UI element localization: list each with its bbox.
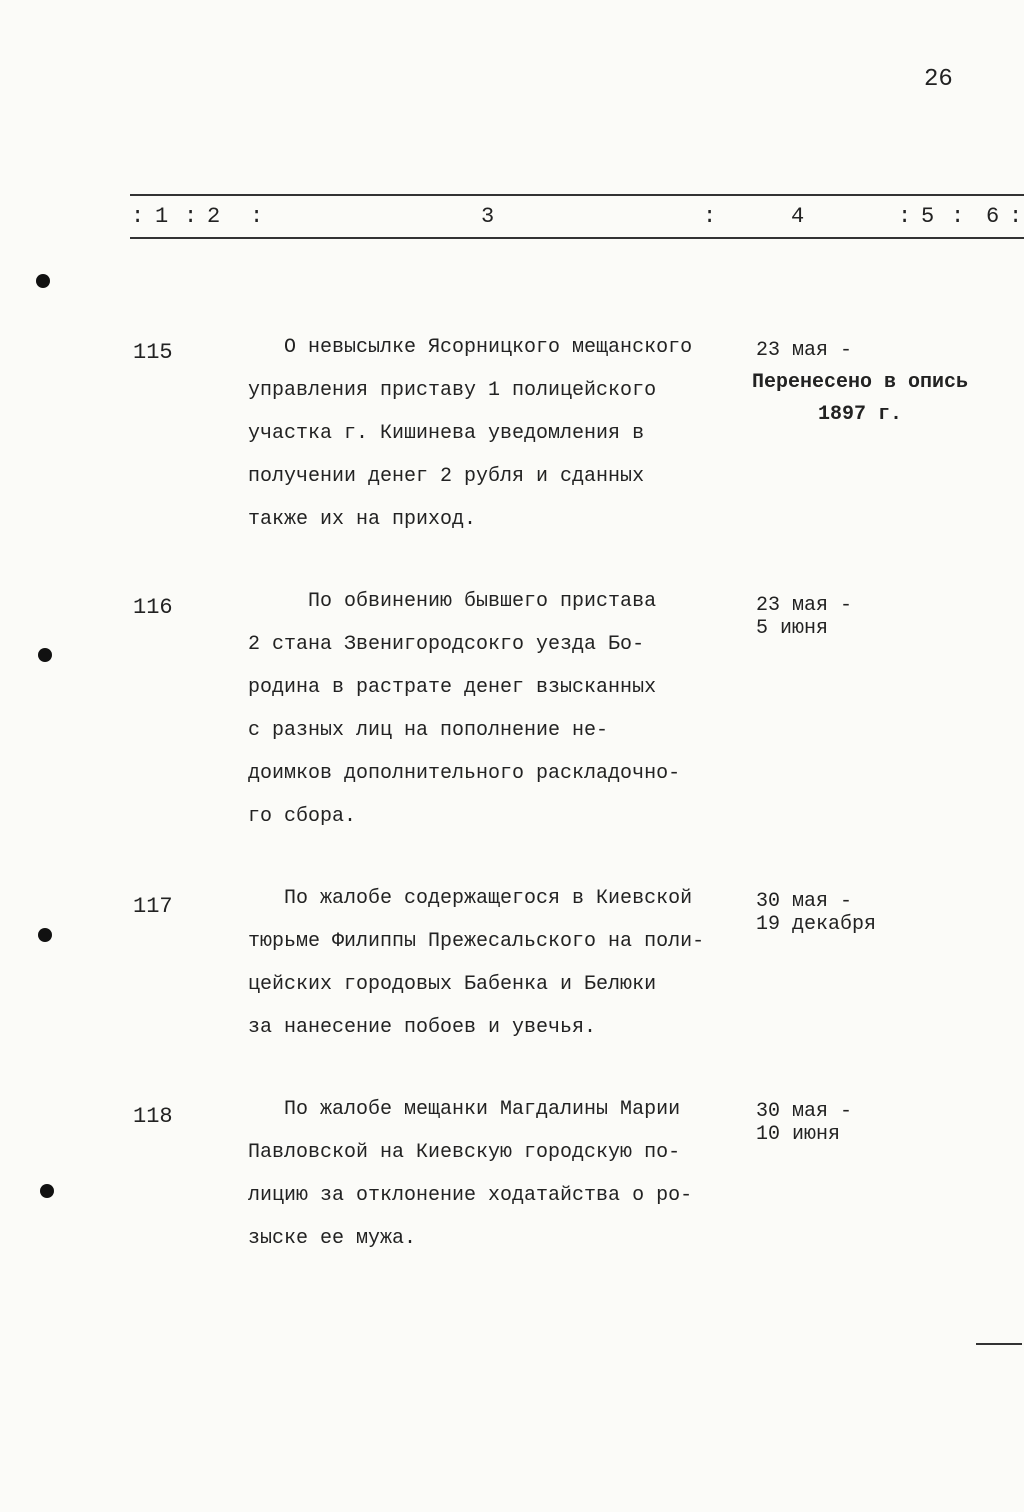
binding-hole-icon xyxy=(38,928,52,942)
entry-number: 117 xyxy=(133,894,173,919)
transfer-note: Перенесено в опись 1897 г. xyxy=(752,371,969,426)
description-line: зыске ее мужа. xyxy=(248,1227,417,1250)
entry-description xyxy=(248,877,748,1049)
header-separator: : xyxy=(703,204,717,229)
description-line: доимков дополнительного раскладочно- xyxy=(248,762,681,785)
entry-number: 115 xyxy=(133,340,173,365)
description-line: тюрьме Филиппы Прежесальского на поли- xyxy=(248,930,705,953)
entry-description xyxy=(248,1088,748,1260)
binding-hole-icon xyxy=(36,274,50,288)
header-col-2: 2 xyxy=(207,204,221,229)
description-line: По жалобе мещанки Магдалины Марии xyxy=(248,1098,681,1121)
description-line: получении денег 2 рубля и сданных xyxy=(248,465,645,488)
description-line: с разных лиц на пополнение не- xyxy=(248,719,609,742)
header-separator: : xyxy=(898,204,912,229)
entry-description xyxy=(248,580,748,838)
description-line: Павловской на Киевскую городскую по- xyxy=(248,1141,681,1164)
description-line: за нанесение побоев и увечья. xyxy=(248,1016,597,1039)
description-line: По обвинению бывшего пристава xyxy=(248,590,657,613)
header-col-5: 5 xyxy=(921,204,935,229)
header-col-3: 3 xyxy=(481,204,495,229)
description-line: О невысылке Ясорницкого мещанского xyxy=(248,336,693,359)
binding-hole-icon xyxy=(40,1184,54,1198)
margin-rule xyxy=(976,1343,1022,1345)
header-col-6: 6 xyxy=(986,204,1000,229)
binding-hole-icon xyxy=(38,648,52,662)
description-line: 2 стана Звенигородсокго уезда Бо- xyxy=(248,633,645,656)
header-rule-bottom xyxy=(130,237,1024,239)
header-col-1: 1 xyxy=(155,204,169,229)
description-line: го сбора. xyxy=(248,805,357,828)
page-number: 26 xyxy=(924,66,953,93)
entry-date: 30 мая - 10 июня xyxy=(756,1100,853,1146)
header-separator: : xyxy=(184,204,198,229)
description-line: участка г. Кишинева уведомления в xyxy=(248,422,645,445)
entry-description xyxy=(248,326,748,541)
description-line: По жалобе содержащегося в Киевской xyxy=(248,887,693,910)
entry-date: 23 мая - 5 июня xyxy=(756,594,853,640)
header-rule-top xyxy=(130,194,1024,196)
header-col-4: 4 xyxy=(791,204,805,229)
header-separator: : xyxy=(131,204,145,229)
description-line: лицию за отклонение ходатайства о ро- xyxy=(248,1184,693,1207)
entry-number: 116 xyxy=(133,595,173,620)
entry-date: 23 мая - xyxy=(756,339,853,362)
entry-number: 118 xyxy=(133,1104,173,1129)
header-separator: : xyxy=(951,204,965,229)
description-line: родина в растрате денег взысканных xyxy=(248,676,657,699)
header-separator: : xyxy=(1009,204,1023,229)
description-line: также их на приход. xyxy=(248,508,477,531)
description-line: управления приставу 1 полицейского xyxy=(248,379,657,402)
header-separator: : xyxy=(250,204,264,229)
entry-date: 30 мая - 19 декабря xyxy=(756,890,877,936)
description-line: цейских городовых Бабенка и Белюки xyxy=(248,973,657,996)
